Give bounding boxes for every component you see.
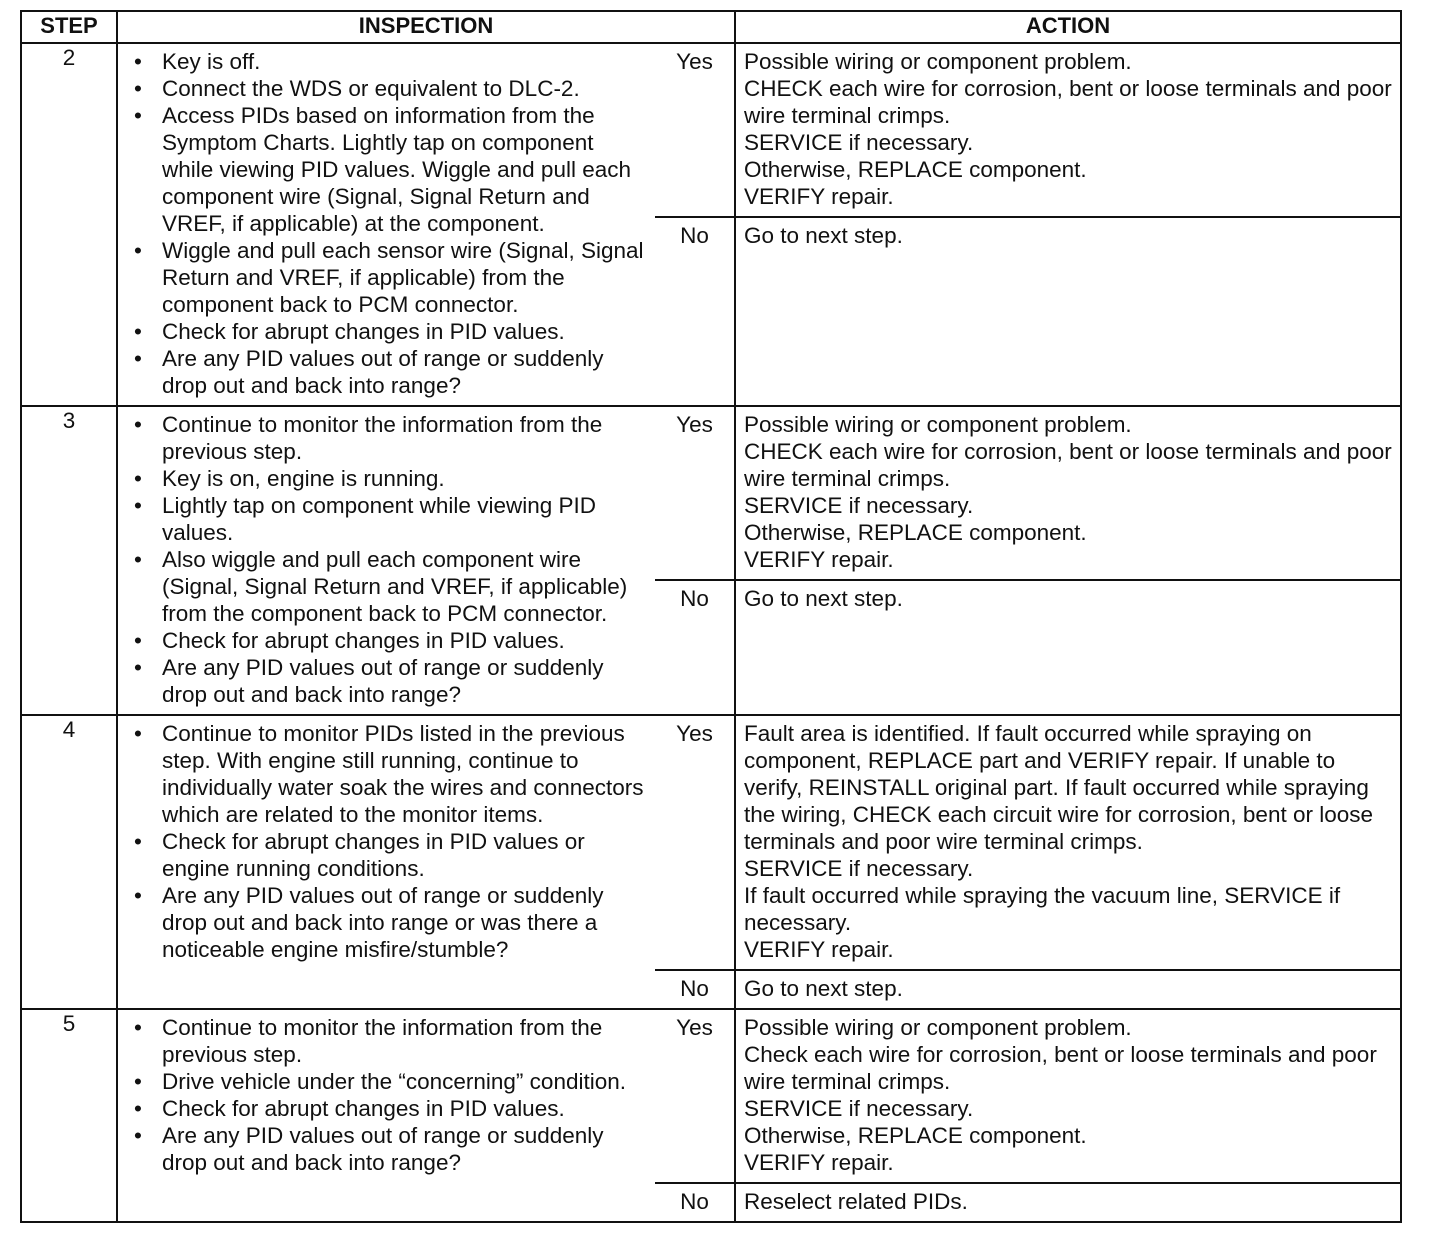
inspection-item: • Key is off.	[130, 48, 647, 75]
inspection-item: • Drive vehicle under the “concerning” condition.	[130, 1068, 647, 1095]
inspection-item: • Lightly tap on component while viewing PID values.	[130, 492, 647, 546]
inspection-item: • Also wiggle and pull each component wire (Signal, Signal Return and VREF, if applicable) from the component back to PCM connector.	[130, 546, 647, 627]
inspection-list	[130, 720, 647, 963]
inspection-item: • Continue to monitor PIDs listed in the previous step. With engine still running, continue to individually water soak the wires and connectors which are related to the monitor items.	[130, 720, 647, 828]
inspection-item: • Are any PID values out of range or suddenly drop out and back into range?	[130, 345, 647, 399]
yes-action-cell	[735, 43, 1401, 217]
yes-action-cell	[735, 406, 1401, 580]
inspection-cell	[117, 43, 655, 406]
step-number: 5	[21, 1009, 117, 1222]
inspection-item: • Connect the WDS or equivalent to DLC-2.	[130, 75, 647, 102]
inspection-item: • Access PIDs based on information from the Symptom Charts. Lightly tap on component while viewing PID values. Wiggle and pull each component wire (Signal, Signal Return and VREF, if applicable) at the component.	[130, 102, 647, 237]
step-number: 4	[21, 715, 117, 1009]
inspection-item: • Continue to monitor the information from the previous step.	[130, 411, 647, 465]
yes-label: Yes	[655, 715, 735, 970]
header-row	[21, 11, 1401, 43]
action-line: SERVICE if necessary.	[744, 130, 974, 155]
action-line: SERVICE if necessary.	[744, 493, 974, 518]
no-action-cell	[735, 970, 1401, 1009]
inspection-cell	[117, 406, 655, 715]
action-line: Possible wiring or component problem.	[744, 49, 1132, 74]
yes-action-cell	[735, 1009, 1401, 1183]
action-line: Otherwise, REPLACE component.	[744, 520, 1087, 545]
no-label: No	[655, 217, 735, 406]
step-row-yes	[21, 715, 1401, 970]
action-line: Reselect related PIDs.	[744, 1189, 968, 1214]
action-line: SERVICE if necessary.	[744, 1096, 974, 1121]
yes-label: Yes	[655, 43, 735, 217]
action-line: SERVICE if necessary.	[744, 856, 974, 881]
yes-label: Yes	[655, 1009, 735, 1183]
no-action-cell	[735, 217, 1401, 406]
action-line: CHECK each wire for corrosion, bent or loose terminals and poor wire terminal crimps.	[744, 76, 1392, 128]
inspection-list	[130, 411, 647, 708]
step-number: 2	[21, 43, 117, 406]
inspection-item: • Are any PID values out of range or suddenly drop out and back into range or was there a noticeable engine misfire/stumble?	[130, 882, 647, 963]
no-label: No	[655, 1183, 735, 1222]
step-row-yes	[21, 43, 1401, 217]
header-step: STEP	[21, 11, 117, 43]
action-line: Fault area is identified. If fault occurred while spraying on component, REPLACE part and VERIFY repair. If unable to verify, REINSTALL original part. If fault occurred while spraying the wiring, CHECK each circuit wire for corrosion, bent or loose terminals and poor wire terminal crimps.	[744, 721, 1374, 854]
inspection-item: • Check for abrupt changes in PID values.	[130, 318, 647, 345]
inspection-cell	[117, 715, 655, 1009]
action-line: Possible wiring or component problem.	[744, 412, 1132, 437]
no-action-cell	[735, 1183, 1401, 1222]
inspection-item: • Are any PID values out of range or suddenly drop out and back into range?	[130, 654, 647, 708]
action-line: VERIFY repair.	[744, 1150, 894, 1175]
inspection-list	[130, 48, 647, 399]
inspection-item: • Check for abrupt changes in PID values or engine running conditions.	[130, 828, 647, 882]
action-line: Otherwise, REPLACE component.	[744, 1123, 1087, 1148]
action-line: VERIFY repair.	[744, 184, 894, 209]
header-inspection: INSPECTION	[117, 11, 735, 43]
action-line: Possible wiring or component problem.	[744, 1015, 1132, 1040]
action-line: Otherwise, REPLACE component.	[744, 157, 1087, 182]
yes-action-cell	[735, 715, 1401, 970]
step-row-yes	[21, 1009, 1401, 1183]
inspection-item: • Key is on, engine is running.	[130, 465, 647, 492]
action-line: Check each wire for corrosion, bent or loose terminals and poor wire terminal crimps.	[744, 1042, 1377, 1094]
action-line: VERIFY repair.	[744, 547, 894, 572]
diagnostic-table	[20, 10, 1402, 1223]
inspection-item: • Are any PID values out of range or suddenly drop out and back into range?	[130, 1122, 647, 1176]
inspection-cell	[117, 1009, 655, 1222]
no-label: No	[655, 970, 735, 1009]
action-line: If fault occurred while spraying the vacuum line, SERVICE if necessary.	[744, 883, 1341, 935]
inspection-list	[130, 1014, 647, 1176]
action-line: VERIFY repair.	[744, 937, 894, 962]
step-row-yes	[21, 406, 1401, 580]
action-line: Go to next step.	[744, 223, 903, 248]
inspection-item: • Continue to monitor the information from the previous step.	[130, 1014, 647, 1068]
inspection-item: • Check for abrupt changes in PID values.	[130, 627, 647, 654]
action-line: Go to next step.	[744, 586, 903, 611]
no-label: No	[655, 580, 735, 715]
header-action: ACTION	[735, 11, 1401, 43]
no-action-cell	[735, 580, 1401, 715]
inspection-item: • Check for abrupt changes in PID values.	[130, 1095, 647, 1122]
yes-label: Yes	[655, 406, 735, 580]
action-line: Go to next step.	[744, 976, 903, 1001]
inspection-item: • Wiggle and pull each sensor wire (Signal, Signal Return and VREF, if applicable) from the component back to PCM connector.	[130, 237, 647, 318]
action-line: CHECK each wire for corrosion, bent or loose terminals and poor wire terminal crimps.	[744, 439, 1392, 491]
step-number: 3	[21, 406, 117, 715]
